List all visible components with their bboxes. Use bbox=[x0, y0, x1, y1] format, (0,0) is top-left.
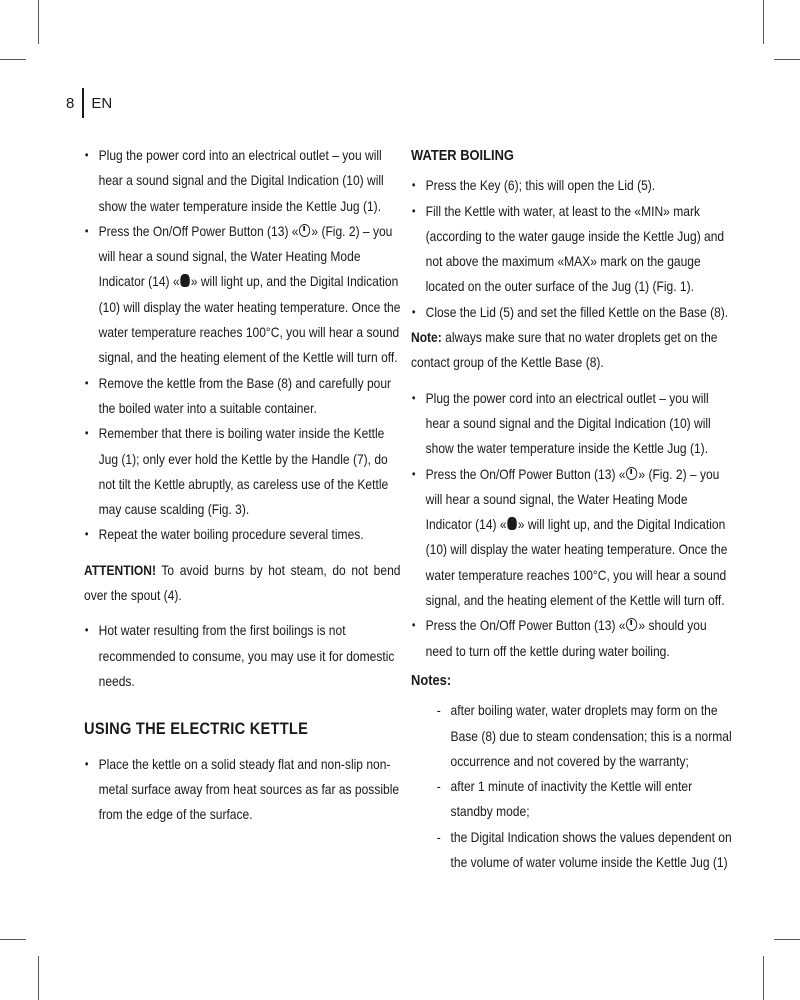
header-divider bbox=[82, 88, 84, 118]
right-bullet-list-1 bbox=[411, 173, 734, 325]
list-item: - after 1 minute of inactivity the Kettle will enter standby mode; bbox=[437, 774, 735, 825]
list-item: • Close the Lid (5) and set the filled Kettle on the Base (8). bbox=[411, 300, 734, 325]
list-item: • Place the kettle on a solid steady flat and non-slip non-metal surface away from heat sources as far as possible from the edge of the surface. bbox=[84, 752, 400, 828]
list-item-text: Press the On/Off Power Button (13) « bbox=[425, 617, 626, 634]
page-header bbox=[66, 88, 112, 118]
list-item-text: Press the On/Off Power Button (13) « bbox=[425, 465, 626, 482]
right-bullet-list-2 bbox=[411, 386, 734, 664]
list-item-text: » will light up, and the Digital Indication (10) will display the water heating temperature. Once the water temperature reaches 100°C, you will hear a sound signal, and the heating element of the Kettle will turn off. bbox=[425, 516, 728, 609]
list-item: • Press the Key (6); this will open the Lid (5). bbox=[411, 173, 734, 198]
power-symbol-icon bbox=[626, 618, 637, 631]
note-label: Note: bbox=[411, 329, 442, 346]
list-item: • Fill the Kettle with water, at least to the «MIN» mark (according to the water gauge inside the Kettle Jug) and not above the maximum «MAX» mark on the gauge located on the outer surface of the Jug (1) (Fig. 1). bbox=[411, 199, 734, 300]
language-code: EN bbox=[91, 94, 113, 112]
section-title-using-kettle: USING THE ELECTRIC KETTLE bbox=[84, 719, 309, 739]
list-item: • Hot water resulting from the first boilings is not recommended to consume, you may use it for domestic needs. bbox=[84, 618, 400, 694]
list-item: • Repeat the water boiling procedure several times. bbox=[84, 522, 400, 547]
left-bullet-list-3 bbox=[84, 752, 400, 828]
list-item bbox=[411, 613, 734, 664]
power-symbol-icon bbox=[299, 224, 310, 237]
page-number: 8 bbox=[66, 94, 75, 112]
power-symbol-icon bbox=[626, 467, 637, 480]
attention-label: ATTENTION! bbox=[84, 561, 157, 578]
note-text: always make sure that no water droplets get on the contact group of the Kettle Base (8). bbox=[411, 329, 718, 371]
attention-paragraph bbox=[84, 558, 400, 609]
list-item bbox=[84, 219, 400, 371]
crop-mark-bottom-left bbox=[38, 956, 39, 1000]
list-item: • Remove the kettle from the Base (8) and carefully pour the boiled water into a suitable container. bbox=[84, 371, 400, 422]
crop-mark-left-upper bbox=[0, 59, 26, 60]
list-item: • Remember that there is boiling water inside the Kettle Jug (1); only ever hold the Kettle by the Handle (7), do not tilt the Kettle abruptly, as careless use of the Kettle may cause scalding (Fig. 3). bbox=[84, 421, 400, 522]
list-item: - the Digital Indication shows the values dependent on the volume of water volume inside the Kettle Jug (1) bbox=[437, 825, 735, 876]
left-column bbox=[84, 143, 400, 827]
attention-text: To avoid burns by hot steam, do not bend over the spout (4). bbox=[84, 561, 401, 604]
list-item: • Plug the power cord into an electrical outlet – you will hear a sound signal and the Digital Indication (10) will show the water temperature inside the Kettle Jug (1). bbox=[84, 143, 400, 219]
right-column bbox=[411, 143, 734, 875]
notes-list bbox=[411, 698, 734, 875]
hand-steam-icon bbox=[507, 517, 516, 530]
list-item-text: » will light up, and the Digital Indication (10) will display the water heating temperature. Once the water temperature reaches 100°C, you will hear a sound signal, and the heating element of the Kettle will turn off. bbox=[98, 273, 401, 366]
list-item-text: » should you need to turn off the kettle during water boiling. bbox=[425, 617, 707, 659]
crop-mark-right-lower bbox=[774, 939, 800, 940]
list-item: - after boiling water, water droplets may form on the Base (8) due to steam condensation; this is a normal occurrence and not covered by the warranty; bbox=[437, 698, 735, 774]
crop-mark-right-upper bbox=[774, 59, 800, 60]
left-bullet-list-2 bbox=[84, 618, 400, 694]
crop-mark-top-left bbox=[38, 0, 39, 44]
list-item-text: » (Fig. 2) – you will hear a sound signal, the Water Heating Mode Indicator (14) « bbox=[98, 222, 393, 290]
notes-label: Notes: bbox=[411, 671, 452, 689]
list-item: • Plug the power cord into an electrical outlet – you will hear a sound signal and the Digital Indication (10) will show the water temperature inside the Kettle Jug (1). bbox=[411, 386, 734, 462]
list-item bbox=[411, 462, 734, 614]
hand-steam-icon bbox=[180, 274, 189, 287]
crop-mark-left-lower bbox=[0, 939, 26, 940]
section-title-water-boiling: WATER BOILING bbox=[411, 147, 514, 164]
list-item-text: » (Fig. 2) – you will hear a sound signal, the Water Heating Mode Indicator (14) « bbox=[425, 465, 720, 533]
note-paragraph bbox=[411, 325, 734, 376]
crop-mark-bottom-right bbox=[763, 956, 764, 1000]
list-item-text: Press the On/Off Power Button (13) « bbox=[98, 222, 299, 239]
left-bullet-list-1 bbox=[84, 143, 400, 548]
crop-mark-top-right bbox=[763, 0, 764, 44]
